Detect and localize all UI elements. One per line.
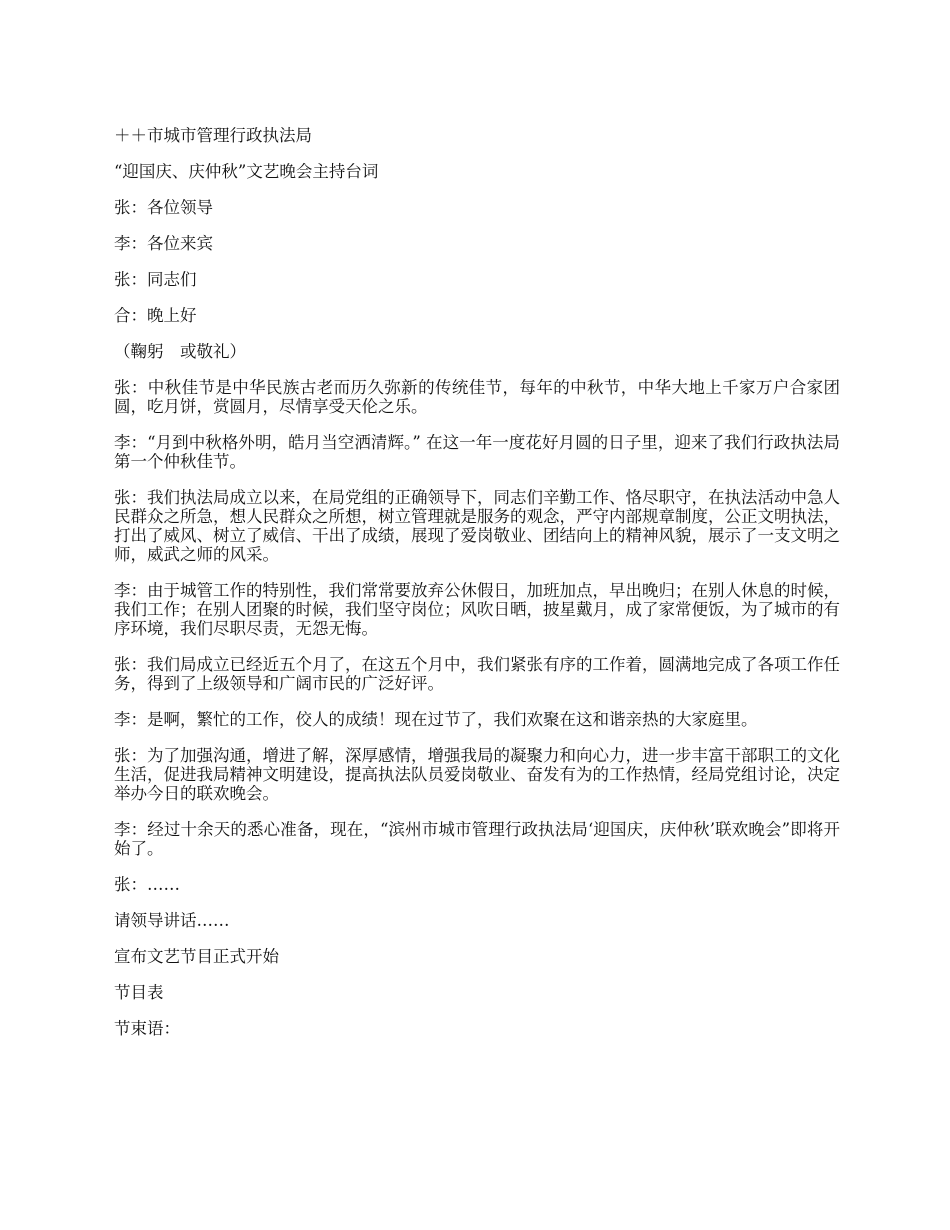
script-line: 宣布文艺节目正式开始 [114,947,279,966]
document-title: “迎国庆、庆仲秋”文艺晚会主持台词 [114,162,379,181]
script-line: 李：由于城管工作的特别性，我们常常要放弃公休假日，加班加点，早出晚归；在别人休息的时候，我们工作；在别人团聚的时候，我们坚守岗位；风吹日晒，披星戴月，成了家常便饭，为了城市的有序环境，我们尽职尽责，无怨无悔。 [114,581,840,638]
script-line: 李：经过十余天的悉心准备，现在，“滨州市城市管理行政执法局‘迎国庆，庆仲秋’联欢晚会”即将开始了。 [114,820,840,858]
script-line: 李：“月到中秋格外明，皓月当空洒清辉。” 在这一年一度花好月圆的日子里，迎来了我们行政执法局第一个仲秋佳节。 [114,433,840,471]
document-org-title: ＋＋市城市管理行政执法局 [114,126,312,145]
script-line: 请领导讲话…… [114,911,230,930]
script-line: 张：…… [114,875,180,894]
document-page [114,126,840,1055]
script-line: 张：同志们 [114,270,197,289]
script-line: 张：为了加强沟通，增进了解，深厚感情，增强我局的凝聚力和向心力，进一步丰富干部职工的文化生活，促进我局精神文明建设，提高执法队员爱岗敬业、奋发有为的工作热情，经局党组讨论，决定举办今日的联欢晚会。 [114,746,840,803]
script-line: 张：我们执法局成立以来，在局党组的正确领导下，同志们辛勤工作、恪尽职守，在执法活动中急人民群众之所急，想人民群众之所想，树立管理就是服务的观念，严守内部规章制度，公正文明执法，打出了威风、树立了威信、干出了成绩，展现了爱岗敬业、团结向上的精神风貌，展示了一支文明之师，威武之师的风采。 [114,488,840,564]
script-line: 张：各位领导 [114,198,213,217]
section-heading: 节束语： [114,1019,180,1038]
script-line: 张：中秋佳节是中华民族古老而历久弥新的传统佳节，每年的中秋节，中华大地上千家万户合家团圆，吃月饼，赏圆月，尽情享受天伦之乐。 [114,378,840,416]
script-line: 李：是啊，繁忙的工作，佼人的成绩！现在过节了，我们欢聚在这和谐亲热的大家庭里。 [114,710,758,729]
stage-direction: （鞠躬 或敬礼） [114,342,246,361]
section-heading: 节目表 [114,983,164,1002]
script-line: 张：我们局成立已经近五个月了，在这五个月中，我们紧张有序的工作着，圆满地完成了各项工作任务，得到了上级领导和广阔市民的广泛好评。 [114,655,840,693]
script-line: 合：晚上好 [114,306,197,325]
script-line: 李：各位来宾 [114,234,213,253]
